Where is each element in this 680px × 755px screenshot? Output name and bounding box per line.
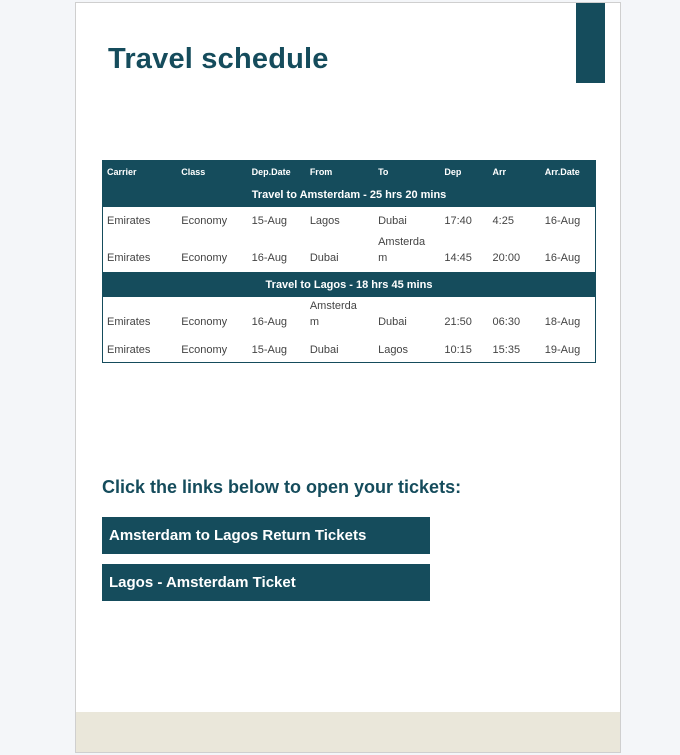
cell-arr: 15:35 xyxy=(492,344,521,356)
cell-to xyxy=(374,233,440,273)
document-page xyxy=(75,2,621,753)
cell-arr-date: 19-Aug xyxy=(544,344,581,356)
cell-from: Lagos xyxy=(309,215,340,227)
header-dep: Dep xyxy=(440,161,488,183)
schedule-table xyxy=(102,160,596,363)
cell-carrier: Emirates xyxy=(107,344,151,356)
cell-dep: 10:15 xyxy=(444,344,472,356)
cell-dep: 17:40 xyxy=(444,215,472,227)
cell-carrier: Emirates xyxy=(107,316,151,328)
cell-carrier: Emirates xyxy=(107,215,151,227)
cell-to: Lagos xyxy=(378,344,409,356)
table-header-row xyxy=(103,161,596,183)
cell-dep-date: 16-Aug xyxy=(251,252,288,264)
header-class: Class xyxy=(177,161,247,183)
lagos-amsterdam-ticket-link[interactable]: Lagos - Amsterdam Ticket xyxy=(102,564,430,601)
accent-bar xyxy=(576,3,605,83)
cell-to-text: Amsterdam xyxy=(378,236,426,264)
cell-from xyxy=(306,297,374,336)
cell-class: Economy xyxy=(181,316,228,328)
header-arr: Arr xyxy=(489,161,541,183)
cell-arr: 4:25 xyxy=(492,215,514,227)
section-row-amsterdam xyxy=(103,183,596,208)
header-dep-date: Dep.Date xyxy=(248,161,306,183)
table-row xyxy=(103,336,596,363)
cell-dep-date: 16-Aug xyxy=(251,316,288,328)
cell-class: Economy xyxy=(181,344,228,356)
section-label: Travel to Amsterdam - 25 hrs 20 mins xyxy=(103,183,596,208)
amsterdam-lagos-return-tickets-link[interactable]: Amsterdam to Lagos Return Tickets xyxy=(102,517,430,554)
cell-arr-date: 16-Aug xyxy=(544,215,581,227)
page-title: Travel schedule xyxy=(108,43,329,75)
header-arr-date: Arr.Date xyxy=(541,161,596,183)
cell-to: Dubai xyxy=(378,215,407,227)
footer-band xyxy=(76,712,620,752)
cell-arr: 06:30 xyxy=(492,316,521,328)
cell-dep-date: 15-Aug xyxy=(251,344,288,356)
cell-dep: 14:45 xyxy=(444,252,472,264)
table-row xyxy=(103,297,596,336)
cell-carrier: Emirates xyxy=(107,252,151,264)
cell-dep: 21:50 xyxy=(444,316,472,328)
header-carrier: Carrier xyxy=(103,161,178,183)
cell-from: Dubai xyxy=(309,344,339,356)
cell-arr: 20:00 xyxy=(492,252,521,264)
cell-to: Dubai xyxy=(378,316,407,328)
cell-from-text: Amsterdam xyxy=(309,300,357,328)
table-row xyxy=(103,233,596,273)
cell-arr-date: 16-Aug xyxy=(544,252,581,264)
section-row-lagos xyxy=(103,273,596,298)
cell-from: Dubai xyxy=(309,252,339,264)
table-row xyxy=(103,207,596,233)
links-heading: Click the links below to open your tickets: xyxy=(102,477,462,497)
cell-arr-date: 18-Aug xyxy=(544,316,581,328)
section-label: Travel to Lagos - 18 hrs 45 mins xyxy=(103,273,596,298)
header-to: To xyxy=(374,161,440,183)
cell-dep-date: 15-Aug xyxy=(251,215,288,227)
cell-class: Economy xyxy=(181,252,228,264)
cell-class: Economy xyxy=(181,215,228,227)
header-from: From xyxy=(306,161,374,183)
